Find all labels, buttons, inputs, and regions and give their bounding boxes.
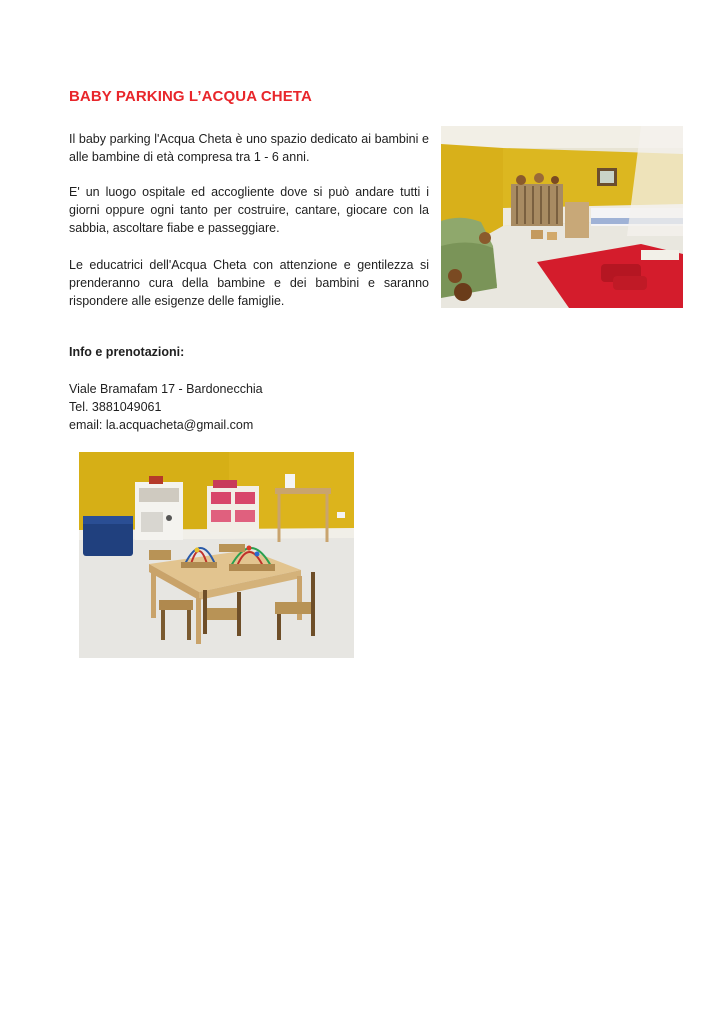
contact-block: [69, 380, 263, 434]
activities-paragraph: E' un luogo ospitale ed accogliente dove si può andare tutti i giorni oppure ogni tanto per costruire, cantare, giocare con la sabbia, ascoltare fiabe e passeggiare.: [69, 185, 429, 235]
table-room-illustration: [79, 452, 354, 658]
playroom-illustration: [441, 126, 683, 308]
playroom-photo: [441, 126, 683, 308]
info-heading: Info e prenotazioni:: [69, 345, 185, 359]
email-line: email: la.acquacheta@gmail.com: [69, 418, 254, 432]
intro-paragraph: Il baby parking l'Acqua Cheta è uno spazio dedicato ai bambini e alle bambine di età compresa tra 1 - 6 anni.: [69, 132, 429, 164]
educators-paragraph: Le educatrici dell'Acqua Cheta con attenzione e gentilezza si prenderanno cura della bambine e dei bambini e saranno rispondere alle esigenze delle famiglie.: [69, 258, 429, 308]
phone-line: Tel. 3881049061: [69, 400, 162, 414]
table-room-photo: [79, 452, 354, 658]
page-title: BABY PARKING L’ACQUA CHETA: [69, 88, 312, 105]
address-line: Viale Bramafam 17 - Bardonecchia: [69, 382, 263, 396]
